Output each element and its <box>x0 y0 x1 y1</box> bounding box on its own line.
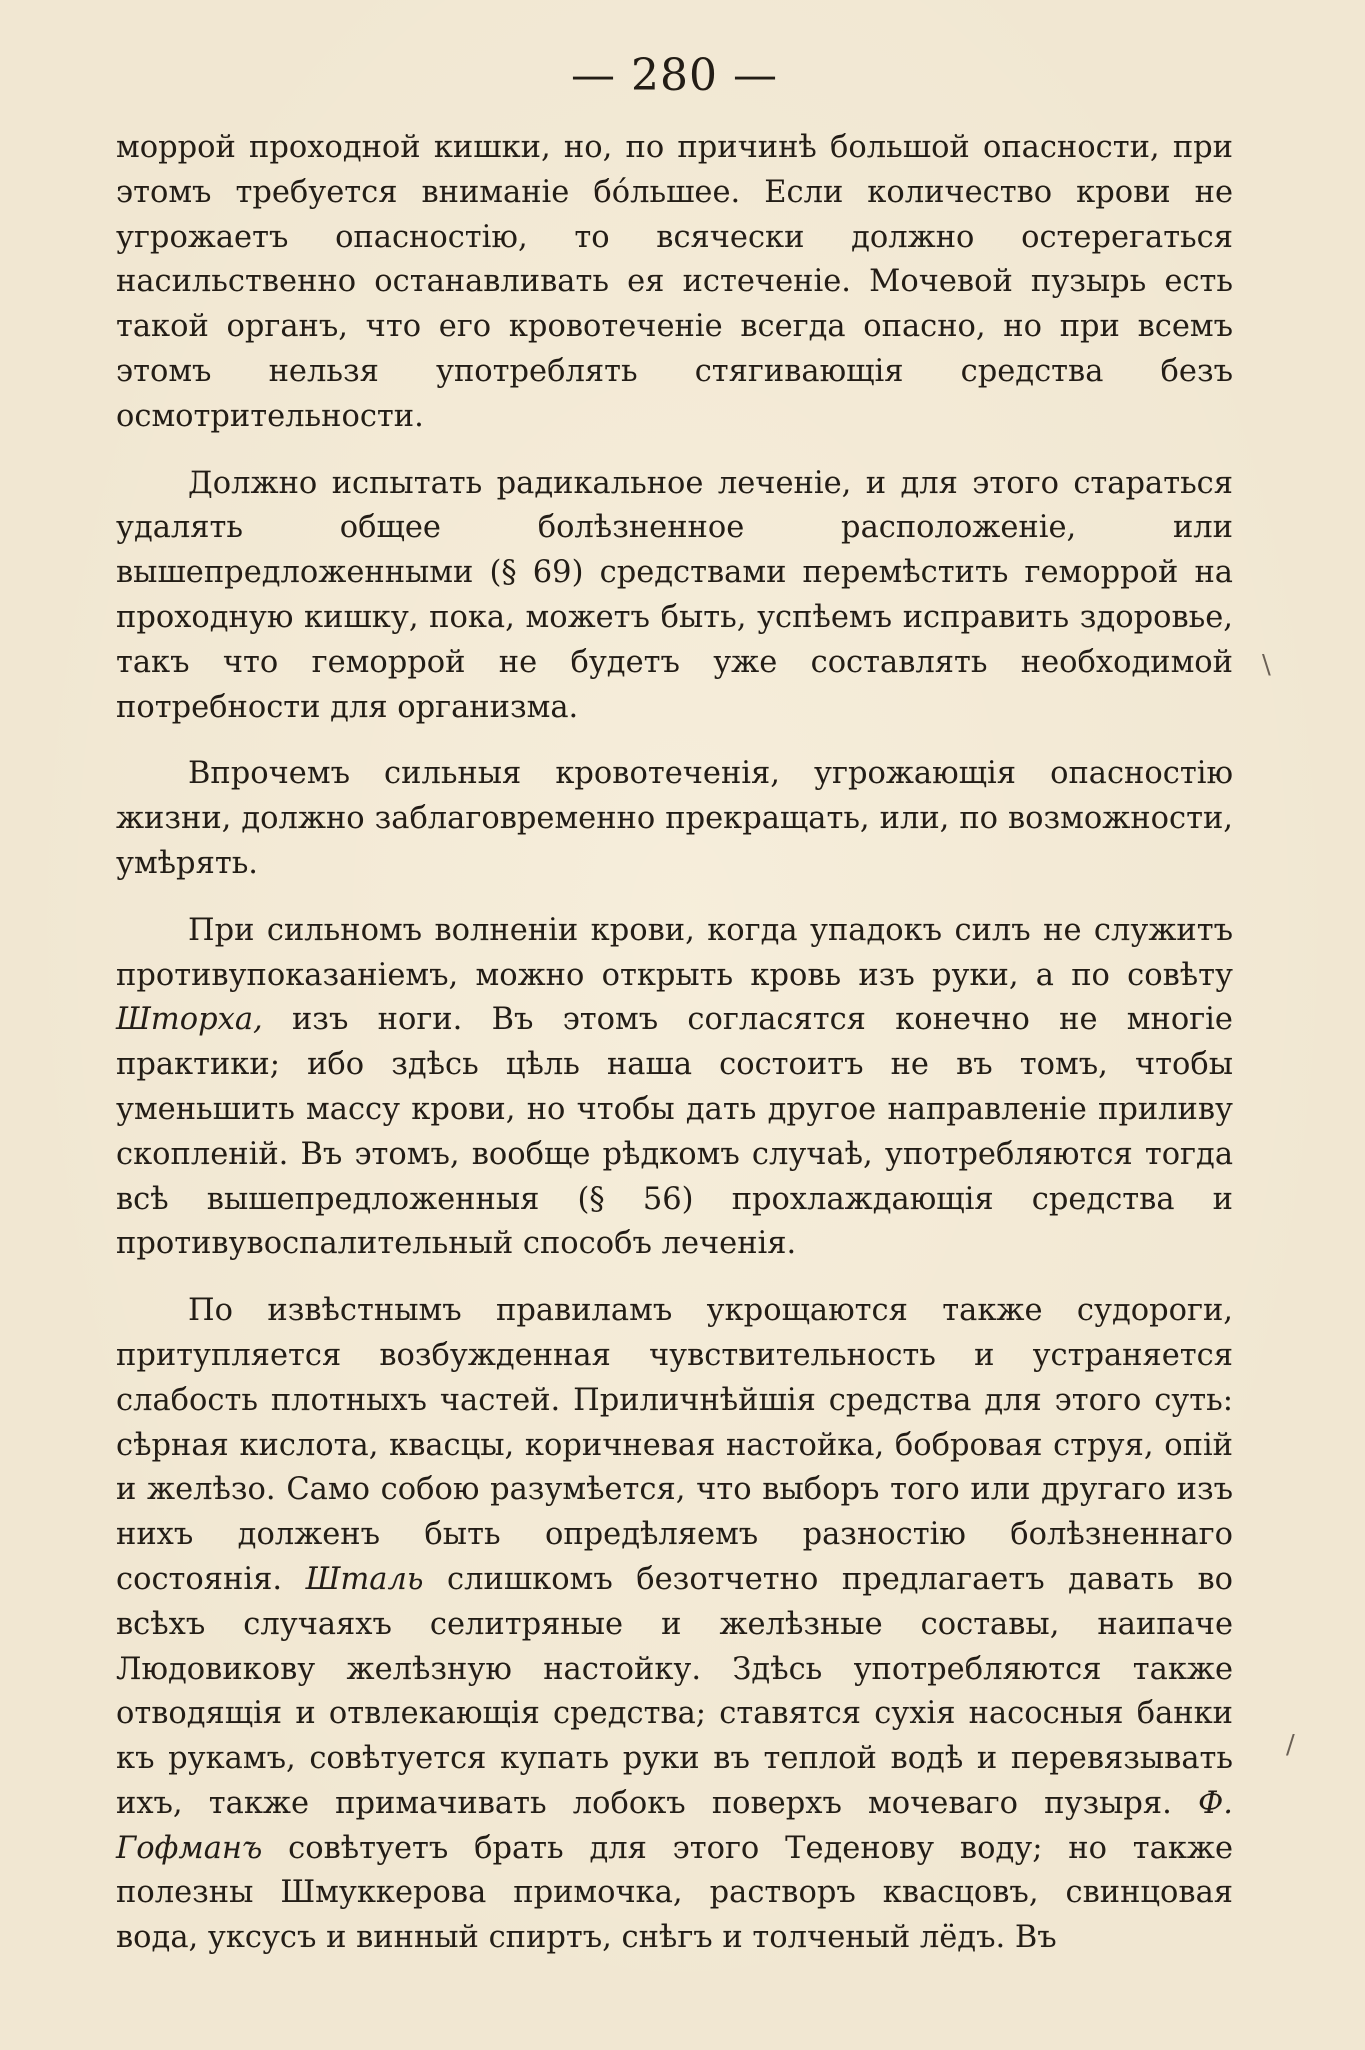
author-name-storch: Шторха, <box>116 1002 263 1038</box>
paragraph-text: При сильномъ волненіи крови, когда упадокъ силъ не служитъ противупоказаніемъ, можно открыть кровь изъ руки, а по совѣту <box>116 912 1233 993</box>
margin-mark: / <box>1286 1730 1295 1760</box>
paragraph-text: изъ ноги. Въ этомъ согласятся конечно не многіе практики; ибо здѣсь цѣль наша состоитъ не въ томъ, чтобы уменьшить массу крови, но чтобы дать другое направленіе приливу скопленій. Въ этомъ, вообще рѣдкомъ случаѣ, употребляются тогда всѣ вышепредложенныя (§ 56) прохлаждающія средства и противувоспалительный способъ леченія. <box>116 1002 1233 1262</box>
author-name-stahl: Шталь <box>305 1561 424 1597</box>
paragraph-bloodletting <box>116 909 1233 1267</box>
paragraph-text: совѣтуетъ брать для этого Теденову воду; но также полезны Шмуккерова примочка, растворъ квасцовъ, свинцовая вода, уксусъ и винный спиртъ, снѣгъ и толченый лёдъ. Въ <box>116 1830 1233 1956</box>
paragraph-text: По извѣстнымъ правиламъ укрощаются также судороги, притупляется возбужденная чувствительность и устраняется слабость плотныхъ частей. Приличнѣйшія средства для этого суть: сѣрная кислота, квасцы, коричневая настойка, бобровая струя, опій и желѣзо. Само собою разумѣется, что выборъ того или другаго изъ нихъ долженъ быть опредѣляемъ разностію болѣзненнаго состоянія. <box>116 1293 1233 1597</box>
paragraph-text: моррой проходной кишки, но, по причинѣ большой опасности, при этомъ требуется вниманіе бо́льшее. Если количество крови не угрожаетъ опасностію, то всячески должно остерегаться насильственно останавливать ея истеченіе. Мочевой пузырь есть такой органъ, что его кровотеченіе всегда опасно, но при всемъ этомъ нельзя употреблять стягивающія средства безъ осмотрительности. <box>116 130 1233 434</box>
margin-mark: \ <box>1262 650 1271 680</box>
author-name-hoffmann: Ф. Гофманъ <box>116 1785 1233 1866</box>
paragraph-strong-bleeding <box>116 752 1233 886</box>
paragraph-text: Впрочемъ сильныя кровотеченія, угрожающія опасностію жизни, должно заблаговременно прекращать, или, по возможности, умѣрять. <box>116 756 1233 881</box>
paragraph-remedies <box>116 1289 1233 1961</box>
paragraph-continuation <box>116 126 1233 440</box>
paragraph-text: Должно испытать радикальное леченіе, и для этого стараться удалять общее болѣзненное расположеніе, или вышепредложенными (§ 69) средствами перемѣстить геморрой на проходную кишку, пока, можетъ быть, успѣемъ исправить здоровье, такъ что геморрой не будетъ уже составлять необходимой потребности для организма. <box>116 465 1233 725</box>
page-number: — 280 — <box>571 50 778 101</box>
paragraph-text: слишкомъ безотчетно предлагаетъ давать во всѣхъ случаяхъ селитряные и желѣзные составы, наипаче Людовикову желѣзную настойку. Здѣсь употребляются также отводящія и отвлекающія средства; ставятся сухія насосныя банки къ рукамъ, совѣтуется купать руки въ теплой водѣ и перевязывать ихъ, также примачивать лобокъ поверхъ мочеваго пузыря. <box>116 1561 1234 1821</box>
paragraph-radical-treatment <box>116 462 1233 731</box>
